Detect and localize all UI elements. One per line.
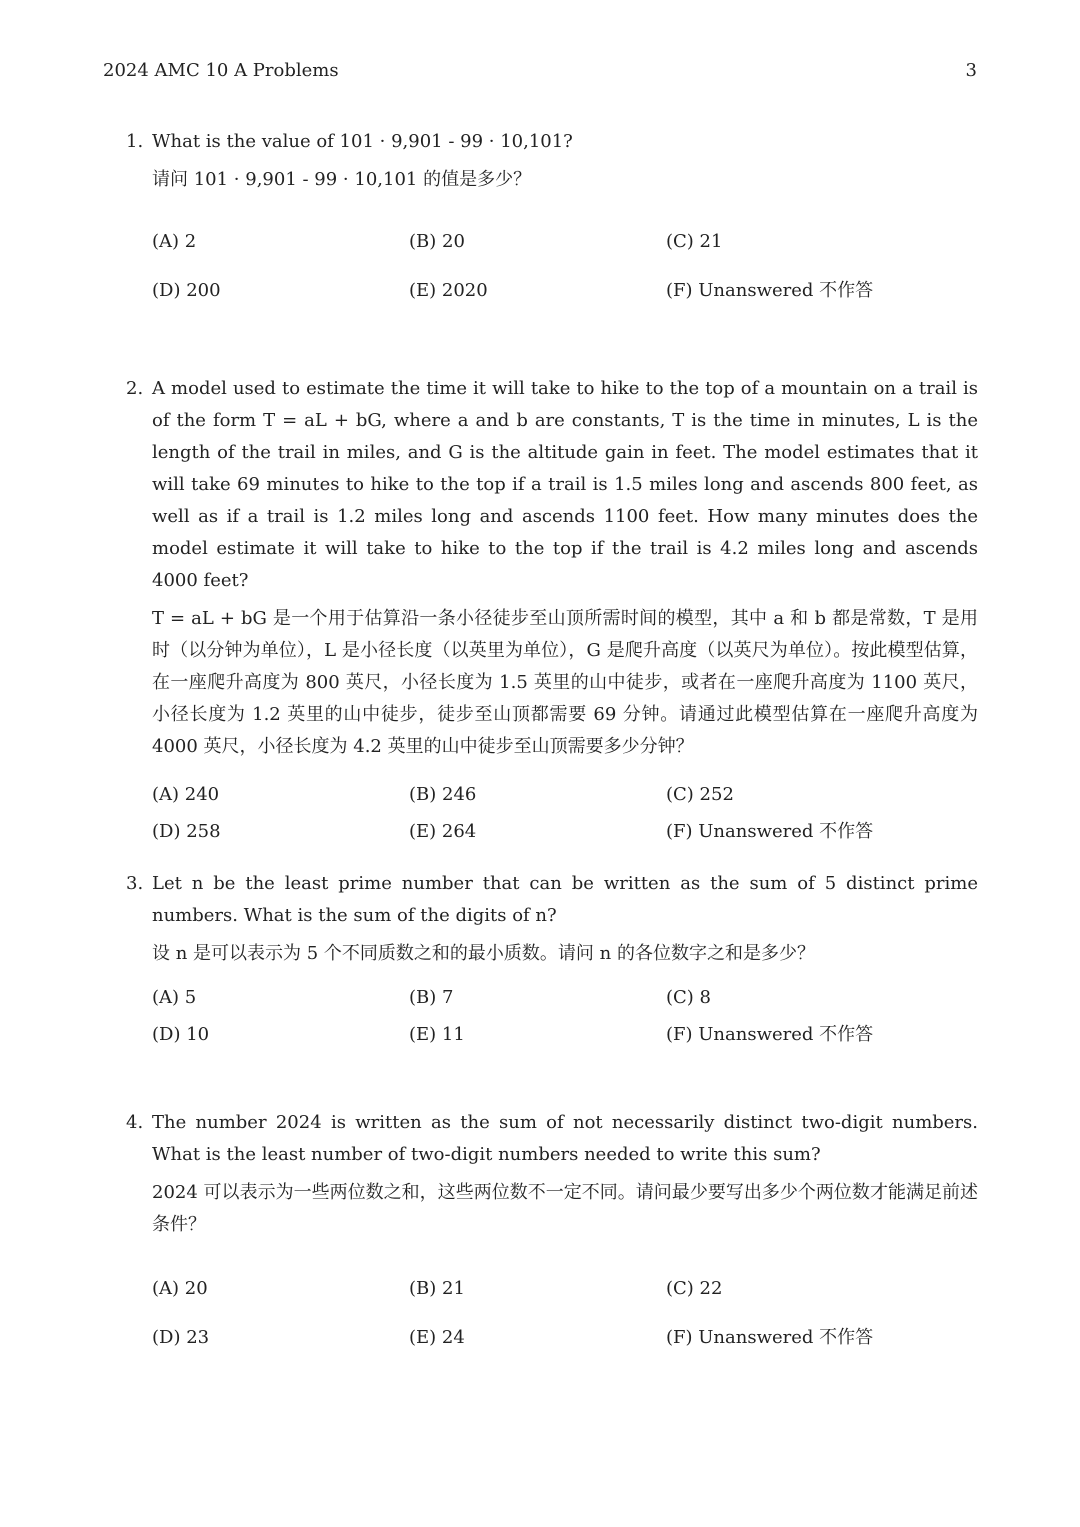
choice-f: (F) Unanswered 不作答 xyxy=(666,821,874,842)
problem-text-en: A model used to estimate the time it will take to hike to the top of a mountain on a trail is of the form T = aL + bG, where a and b are constants, T is the time in minutes, L is the length of the trail in miles, and G is the altitude gain in feet. The model estimates that it will take 69 minutes to hike to the top if a trail is 1.5 miles long and ascends 800 feet, as well as if a trail is 1.2 miles long and ascends 1100 feet. How many minutes does the model estimate it will take to hike to the top if the trail is 4.2 miles long and ascends 4000 feet? xyxy=(152,378,978,591)
answer-choices xyxy=(152,783,978,844)
problem-1 xyxy=(126,126,978,303)
choice-a: (A) 5 xyxy=(152,987,197,1008)
answer-choices xyxy=(152,986,978,1047)
choice-f: (F) Unanswered 不作答 xyxy=(666,1327,874,1348)
choice-b: (B) 246 xyxy=(409,784,477,805)
choice-d: (D) 23 xyxy=(152,1327,210,1348)
choice-f: (F) Unanswered 不作答 xyxy=(666,280,874,301)
choice-c: (C) 8 xyxy=(666,987,711,1008)
choice-b: (B) 20 xyxy=(409,231,465,252)
choice-a: (A) 2 xyxy=(152,231,197,252)
problem-text-zh: T = aL + bG 是一个用于估算沿一条小径徒步至山顶所需时间的模型，其中 a 和 b 都是常数，T 是用时（以分钟为单位），L 是小径长度（以英里为单位），G 是爬升高度（以英尺为单位）。按此模型估算，在一座爬升高度为 800 英尺，小径长度为 1.5 英里的山中徒步，或者在一座爬升高度为 1100 英尺，小径长度为 1.2 英里的山中徒步，徒步至山顶都需要 69 分钟。请通过此模型估算在一座爬升高度为 4000 英尺，小径长度为 4.2 英里的山中徒步至山顶需要多少分钟？ xyxy=(152,608,978,757)
choice-e: (E) 11 xyxy=(409,1024,465,1045)
choice-c: (C) 22 xyxy=(666,1278,723,1299)
problem-number: 3. xyxy=(126,873,144,894)
answer-choices xyxy=(152,230,978,303)
problem-3 xyxy=(126,868,978,1047)
choice-a: (A) 20 xyxy=(152,1278,208,1299)
choice-c: (C) 252 xyxy=(666,784,734,805)
page-header xyxy=(103,60,977,81)
choice-e: (E) 24 xyxy=(409,1327,465,1348)
problem-text-zh: 设 n 是可以表示为 5 个不同质数之和的最小质数。请问 n 的各位数字之和是多少？ xyxy=(152,943,815,964)
problem-number: 2. xyxy=(126,378,144,399)
problem-number: 1. xyxy=(126,131,144,152)
problem-2 xyxy=(126,373,978,844)
page-number: 3 xyxy=(965,60,977,81)
choice-b: (B) 21 xyxy=(409,1278,465,1299)
choice-a: (A) 240 xyxy=(152,784,220,805)
choice-b: (B) 7 xyxy=(409,987,454,1008)
choice-d: (D) 258 xyxy=(152,821,221,842)
header-title: 2024 AMC 10 A Problems xyxy=(103,60,339,81)
problem-4 xyxy=(126,1107,978,1350)
problem-text-en: The number 2024 is written as the sum of not necessarily distinct two-digit numbers. What is the least number of two-digit numbers needed to write this sum? xyxy=(152,1112,978,1165)
problem-number: 4. xyxy=(126,1112,144,1133)
problem-text-en: What is the value of 101 · 9,901 - 99 · 10,101? xyxy=(152,131,573,152)
problem-text-zh: 2024 可以表示为一些两位数之和，这些两位数不一定不同。请问最少要写出多少个两位数才能满足前述条件？ xyxy=(152,1182,978,1235)
problem-text-zh: 请问 101 · 9,901 - 99 · 10,101 的值是多少？ xyxy=(152,169,532,190)
choice-e: (E) 2020 xyxy=(409,280,488,301)
problem-text-en: Let n be the least prime number that can be written as the sum of 5 distinct prime numbers. What is the sum of the digits of n? xyxy=(152,873,978,926)
choice-d: (D) 200 xyxy=(152,280,221,301)
answer-choices xyxy=(152,1277,978,1350)
choice-f: (F) Unanswered 不作答 xyxy=(666,1024,874,1045)
choice-c: (C) 21 xyxy=(666,231,723,252)
choice-e: (E) 264 xyxy=(409,821,477,842)
choice-d: (D) 10 xyxy=(152,1024,210,1045)
